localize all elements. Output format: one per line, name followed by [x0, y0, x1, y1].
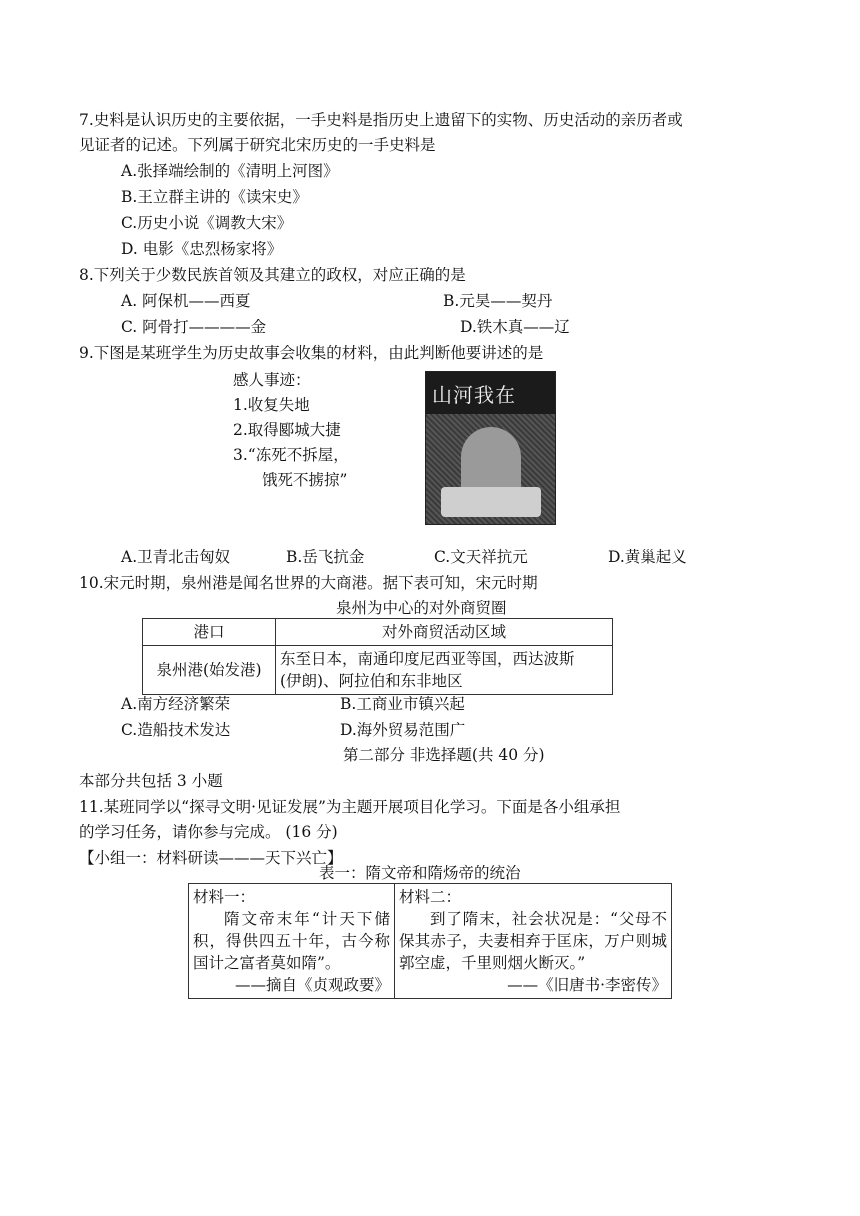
- q9-deed-1: 1.收复失地: [233, 396, 310, 414]
- material-2-cite: ——《旧唐书·李密传》: [507, 976, 667, 994]
- q9-option-b: B.岳飞抗金: [286, 548, 365, 566]
- q8-option-d: D.铁木真——辽: [460, 318, 570, 336]
- q9-deeds-title: 感人事迹：: [233, 371, 311, 389]
- q8-option-a: A. 阿保机——西夏: [121, 292, 251, 310]
- q10-option-b: B.工商业市镇兴起: [340, 695, 465, 713]
- material-2-label: 材料二：: [399, 888, 462, 906]
- table1-title: 表一：隋文帝和隋炀帝的统治: [319, 864, 521, 882]
- material-2-cell: [395, 884, 672, 999]
- q8-stem: 8.下列关于少数民族首领及其建立的政权，对应正确的是: [79, 266, 466, 284]
- q9-option-d: D.黄巢起义: [608, 548, 687, 566]
- sui-table: [188, 883, 672, 999]
- part2-note: 本部分共包括 3 小题: [79, 772, 223, 790]
- q9-deed-3-cont: 饿死不掳掠”: [262, 471, 348, 489]
- image-caption: 山河我在: [432, 383, 516, 407]
- q11-stem-line1: 11.某班同学以“探寻文明·见证发展”为主题开展项目化学习。下面是各小组承担: [79, 798, 621, 816]
- material-1-text: 隋文帝末年“计天下储积，得供四五十年，古今称国计之富者莫如隋”。: [193, 910, 390, 972]
- q7-option-d: D. 电影《忠烈杨家将》: [121, 240, 283, 258]
- material-1-label: 材料一：: [193, 888, 256, 906]
- q10-table-title: 泉州为中心的对外商贸圈: [336, 599, 507, 617]
- trade-table: [142, 618, 613, 695]
- q10-option-c: C.造船技术发达: [121, 721, 231, 739]
- cell-area: [276, 646, 613, 695]
- q10-option-d: D.海外贸易范围广: [340, 721, 466, 739]
- header-port: 港口: [143, 619, 276, 646]
- material-2-text: 到了隋末，社会状况是：“父母不保其赤子，夫妻相弃于匡床，万户则城郭空虚，千里则烟火断灭。”: [399, 910, 667, 972]
- yue-fei-image: [425, 371, 556, 525]
- q9-deed-3: 3.“冻死不拆屋，: [233, 446, 349, 464]
- q8-option-b: B.元昊——契丹: [443, 292, 553, 310]
- q8-option-c: C. 阿骨打————金: [121, 318, 267, 336]
- cell-area-line1: 东至日本，南通印度尼西亚等国，西达波斯: [280, 650, 575, 668]
- group1-heading: 【小组一：材料研读———天下兴亡】: [79, 849, 343, 867]
- q9-stem: 9.下图是某班学生为历史故事会收集的材料，由此判断他要讲述的是: [79, 344, 544, 362]
- q7-option-a: A.张择端绘制的《清明上河图》: [121, 162, 339, 180]
- q9-option-a: A.卫青北击匈奴: [121, 548, 231, 566]
- q7-stem-line1: 7.史料是认识历史的主要依据，一手史料是指历史上遗留下的实物、历史活动的亲历者或: [79, 111, 683, 129]
- table-row: [143, 646, 613, 695]
- part2-title: 第二部分 非选择题(共 40 分): [343, 746, 545, 764]
- q10-option-a: A.南方经济繁荣: [121, 695, 231, 713]
- q10-stem: 10.宋元时期，泉州港是闻名世界的大商港。据下表可知，宋元时期: [79, 574, 538, 592]
- q9-deed-2: 2.取得郾城大捷: [233, 421, 341, 439]
- q7-option-b: B.王立群主讲的《读宋史》: [121, 188, 308, 206]
- header-area: 对外商贸活动区域: [276, 619, 613, 646]
- q7-option-c: C.历史小说《调教大宋》: [121, 214, 293, 232]
- cell-port: 泉州港(始发港): [143, 646, 276, 695]
- q7-stem-line2: 见证者的记述。下列属于研究北宋历史的一手史料是: [79, 136, 436, 154]
- table-header-row: [143, 619, 613, 646]
- material-1-cell: [189, 884, 395, 999]
- table-row: [189, 884, 672, 999]
- q9-option-c: C.文天祥抗元: [434, 548, 528, 566]
- q11-stem-line2: 的学习任务，请你参与完成。 (16 分): [79, 823, 338, 841]
- cell-area-line2: (伊朗)、阿拉伯和东非地区: [280, 672, 463, 690]
- material-1-cite: ——摘自《贞观政要》: [234, 976, 390, 994]
